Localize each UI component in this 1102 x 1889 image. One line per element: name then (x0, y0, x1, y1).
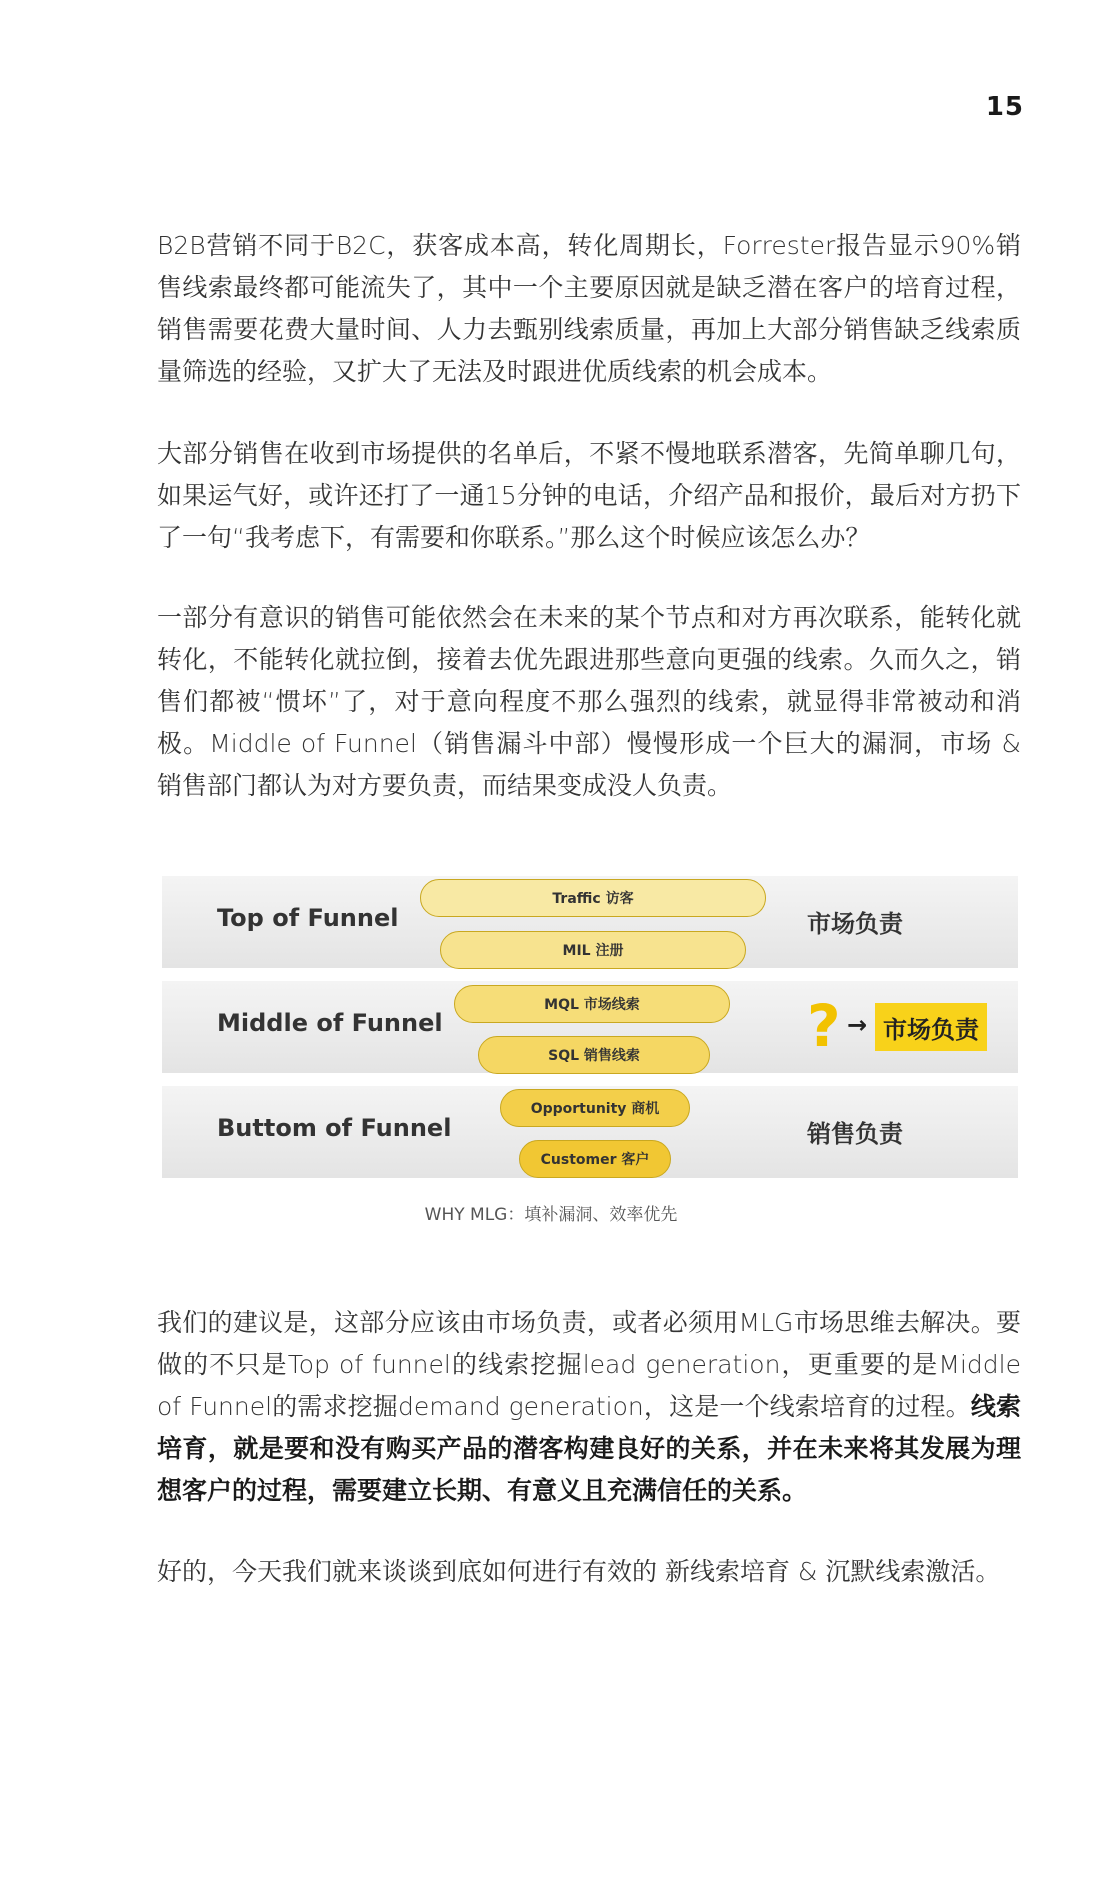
funnel-pill-customer: Customer 客户 (519, 1140, 671, 1178)
funnel-pill-opportunity: Opportunity 商机 (500, 1089, 690, 1127)
paragraph-4-bold: 线索培育，就是要和没有购买产品的潜客构建良好的关系，并在未来将其发展为理想客户的过程，需要建立长期、有意义且充满信任的关系。 (157, 1392, 1021, 1505)
funnel-pill-mil: MIL 注册 (440, 931, 746, 969)
paragraph-5: 好的，今天我们就来谈谈到底如何进行有效的 新线索培育 & 沉默线索激活。 (157, 1557, 1001, 1586)
funnel-pill-traffic: Traffic 访客 (420, 879, 766, 917)
funnel-stage-label: Top of Funnel (217, 904, 399, 932)
funnel-pill-mql: MQL 市场线索 (454, 985, 730, 1023)
paragraph-4-text: 我们的建议是，这部分应该由市场负责，或者必须用MLG市场思维去解决。要做的不只是Top of funnel的线索挖掘lead generation，更重要的是Middle of Funnel的需求挖掘demand generation，这是一个线索培育的过程。 (157, 1308, 1021, 1421)
highlight-owner-box: 市场负责 (875, 1003, 987, 1051)
paragraph-3: 一部分有意识的销售可能依然会在未来的某个节点和对方再次联系，能转化就转化，不能转化就拉倒，接着去优先跟进那些意向更强的线索。久而久之，销售们都被“惯坏”了，对于意向程度不那么强烈的线索，就显得非常被动和消极。Middle of Funnel（销售漏斗中部）慢慢形成一个巨大的漏洞，市场 & 销售部门都认为对方要负责，而结果变成没人负责。 (157, 603, 1021, 800)
arrow-right-icon: → (847, 1011, 868, 1039)
funnel-owner-label: 市场负责 (807, 910, 903, 938)
funnel-figure (162, 876, 1018, 1178)
funnel-owner-label: 销售负责 (807, 1120, 903, 1148)
paragraph-1: B2B营销不同于B2C，获客成本高，转化周期长，Forrester报告显示90%销售线索最终都可能流失了，其中一个主要原因就是缺乏潜在客户的培育过程，销售需要花费大量时间、人力去甄别线索质量，再加上大部分销售缺乏线索质量筛选的经验，又扩大了无法及时跟进优质线索的机会成本。 (157, 231, 1021, 386)
funnel-pill-sql: SQL 销售线索 (478, 1036, 710, 1074)
paragraph-4 (157, 1302, 1021, 1512)
question-mark-icon: ? (807, 992, 841, 1060)
paragraph-2: 大部分销售在收到市场提供的名单后，不紧不慢地联系潜客，先简单聊几句，如果运气好，或许还打了一通15分钟的电话，介绍产品和报价，最后对方扔下了一句“我考虑下，有需要和你联系。”那么这个时候应该怎么办？ (157, 439, 1021, 552)
funnel-stage-label: Buttom of Funnel (217, 1114, 452, 1142)
figure-caption: WHY MLG：填补漏洞、效率优先 (424, 1205, 678, 1225)
page-number: 15 (985, 92, 1024, 122)
funnel-stage-label: Middle of Funnel (217, 1009, 443, 1037)
